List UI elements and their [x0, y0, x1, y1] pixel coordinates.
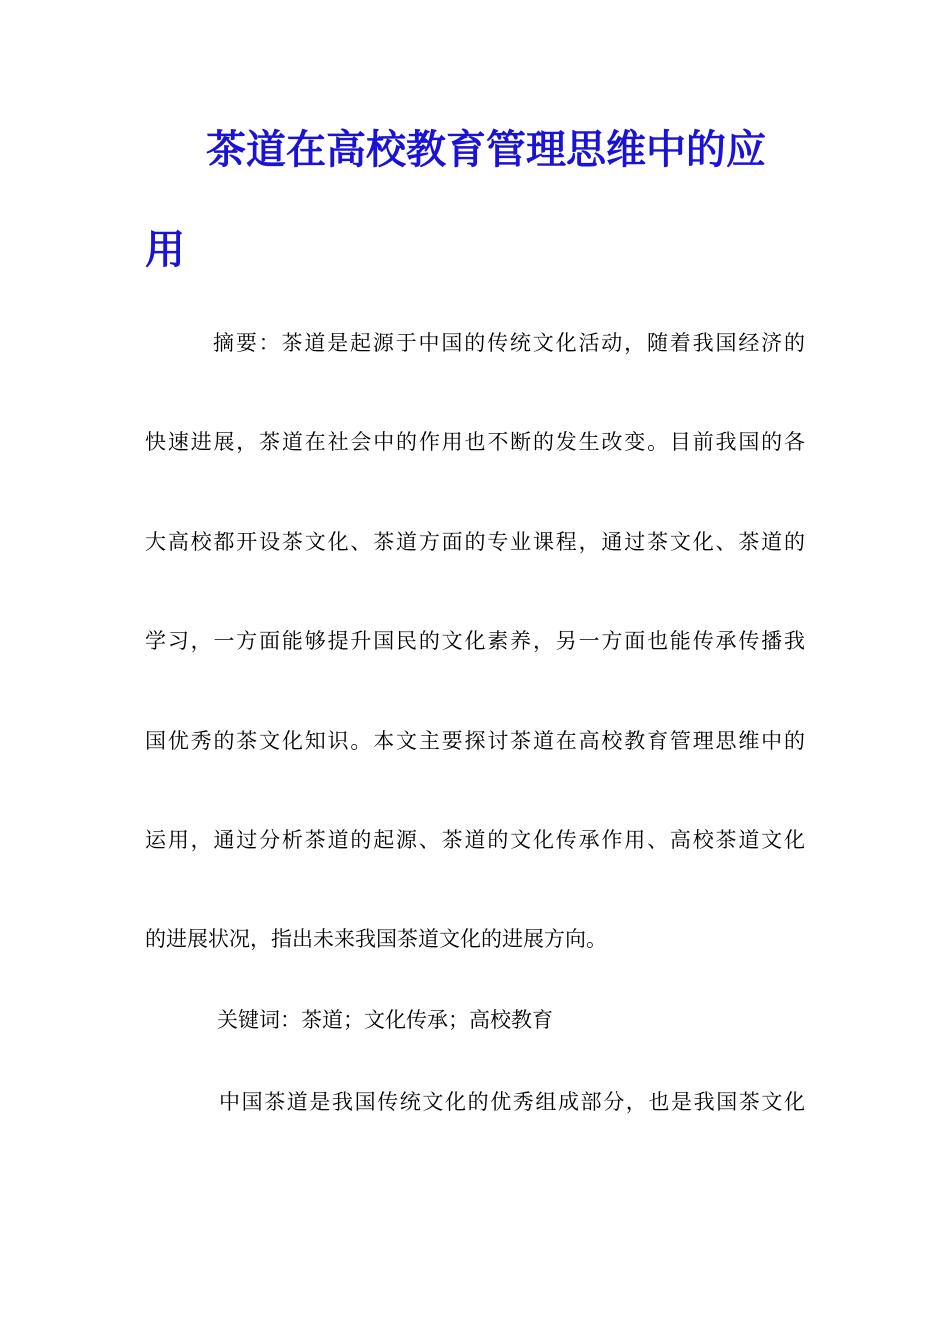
abstract-line-5: 国优秀的茶文化知识。本文主要探讨茶道在高校教育管理思维中的: [145, 729, 805, 753]
abstract-line-2: 快速进展，茶道在社会中的作用也不断的发生改变。目前我国的各: [145, 430, 805, 454]
document-title-line-1: 茶道在高校教育管理思维中的应: [206, 126, 766, 173]
document-title-line-2: 用: [145, 226, 185, 273]
keywords-line: 关键词：茶道；文化传承；高校教育: [217, 1008, 553, 1032]
abstract-line-3: 大高校都开设茶文化、茶道方面的专业课程，通过茶文化、茶道的: [145, 530, 805, 554]
abstract-line-4: 学习，一方面能够提升国民的文化素养，另一方面也能传承传播我: [145, 629, 805, 653]
abstract-line-6: 运用，通过分析茶道的起源、茶道的文化传承作用、高校茶道文化: [145, 828, 805, 852]
body-line-1: 中国茶道是我国传统文化的优秀组成部分，也是我国茶文化: [219, 1090, 805, 1114]
abstract-line-7: 的进展状况，指出未来我国茶道文化的进展方向。: [145, 927, 607, 951]
abstract-line-1: 摘要：茶道是起源于中国的传统文化活动，随着我国经济的: [213, 331, 805, 355]
